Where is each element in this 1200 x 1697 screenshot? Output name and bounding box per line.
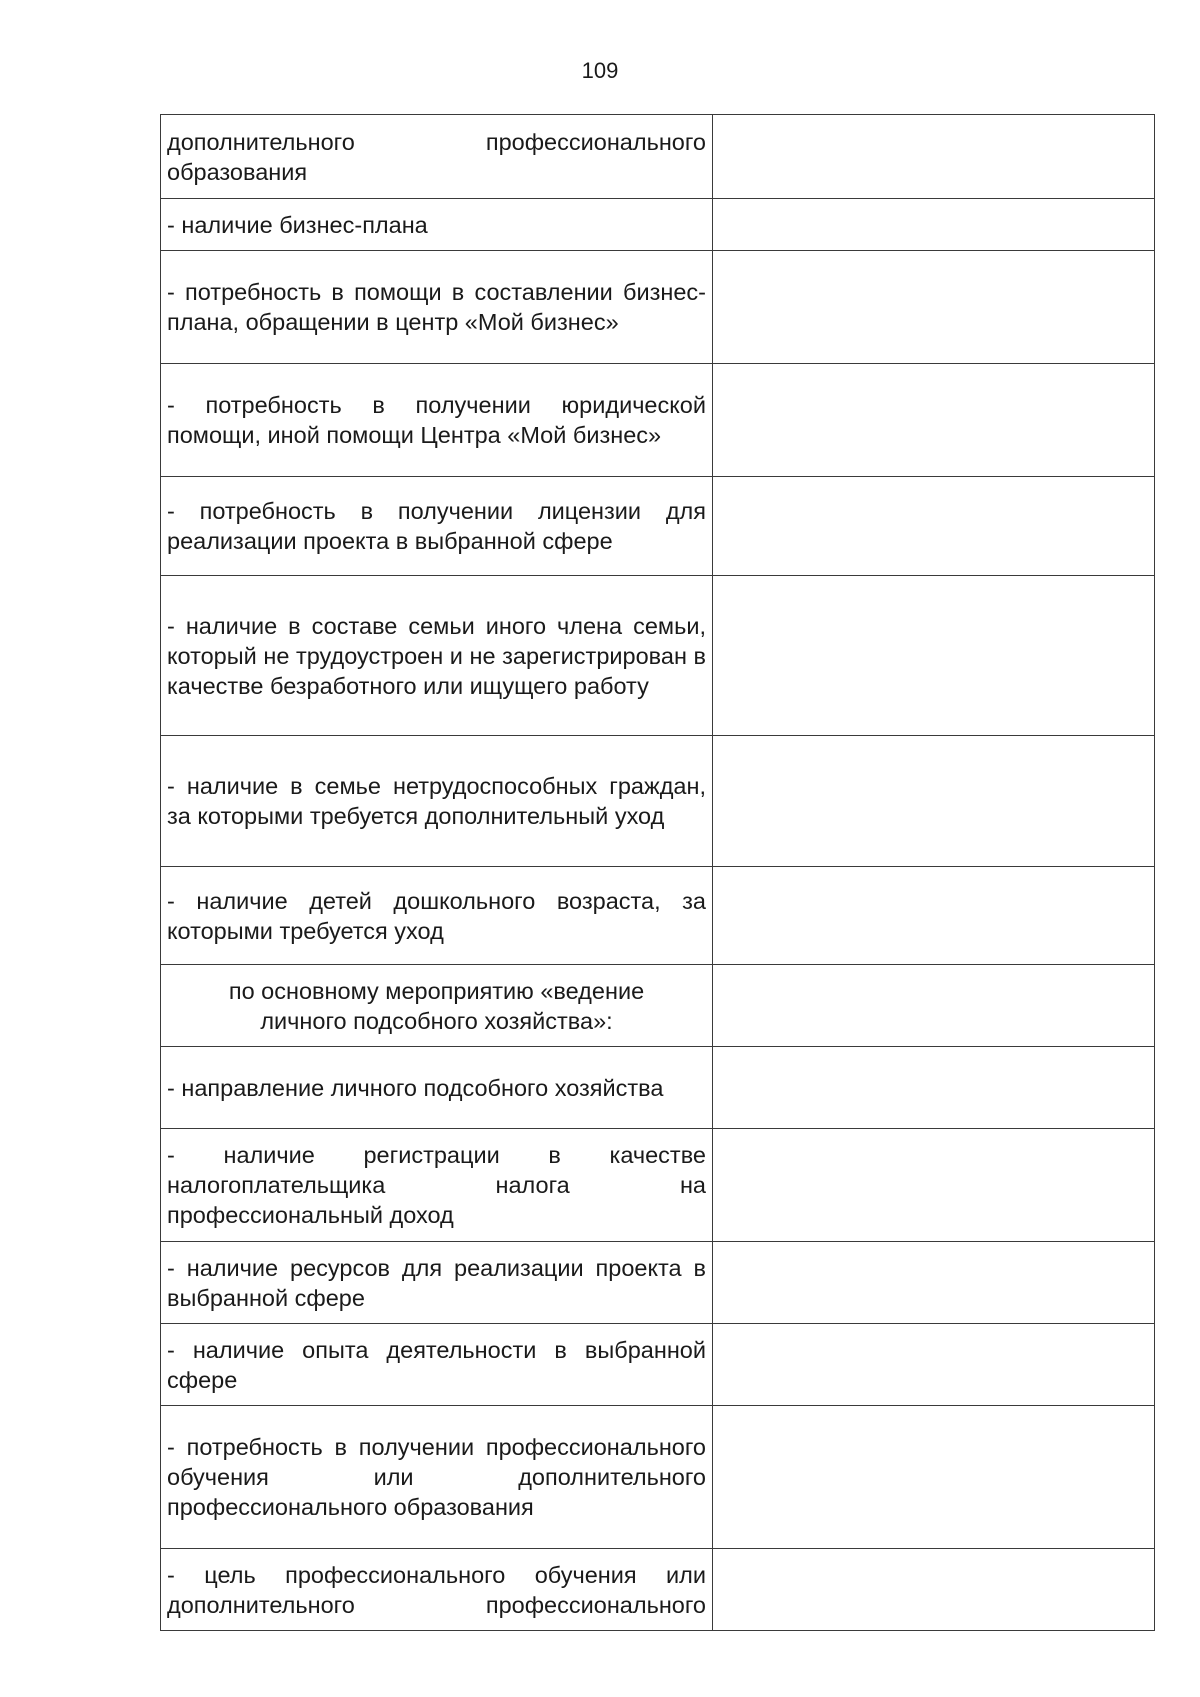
row-label: - потребность в получении юридической помощи, иной помощи Центра «Мой бизнес» xyxy=(167,392,706,448)
row-value-cell xyxy=(713,965,1155,1047)
row-label: - наличие опыта деятельности в выбранной сфере xyxy=(167,1336,706,1393)
row-label-cell xyxy=(161,1129,713,1242)
row-label-cell xyxy=(161,1324,713,1406)
row-label-cell xyxy=(161,736,713,867)
row-label-cell xyxy=(161,1406,713,1549)
table-row xyxy=(161,1406,1155,1549)
row-label: - цель профессионального обучения или дополнительного профессионального xyxy=(167,1561,706,1618)
table-row xyxy=(161,736,1155,867)
row-label-cell xyxy=(161,867,713,965)
row-label: дополнительного профессионального образования xyxy=(167,128,706,185)
row-value-cell xyxy=(713,1242,1155,1324)
table-row xyxy=(161,251,1155,364)
row-label-cell xyxy=(161,1549,713,1631)
row-value-cell xyxy=(713,1324,1155,1406)
row-label-cell xyxy=(161,477,713,576)
row-label: - наличие детей дошкольного возраста, за которыми требуется уход xyxy=(167,887,706,944)
row-value-cell xyxy=(713,199,1155,251)
row-value-cell xyxy=(713,1406,1155,1549)
table-row xyxy=(161,1324,1155,1406)
row-label-cell xyxy=(161,1242,713,1324)
table-row xyxy=(161,576,1155,736)
row-value-cell xyxy=(713,251,1155,364)
section-heading: по основному мероприятию «ведение личного подсобного хозяйства»: xyxy=(228,977,645,1034)
table-row xyxy=(161,364,1155,477)
row-label: - потребность в получении профессионального обучения или дополнительного профессионального образования xyxy=(167,1434,706,1520)
table-row xyxy=(161,867,1155,965)
row-value-cell xyxy=(713,867,1155,965)
table-row xyxy=(161,1549,1155,1631)
row-label: - направление личного подсобного хозяйства xyxy=(167,1074,664,1101)
row-label: - наличие ресурсов для реализации проекта в выбранной сфере xyxy=(167,1254,706,1311)
row-label: - наличие бизнес-плана xyxy=(167,211,428,238)
row-label-cell xyxy=(161,115,713,199)
table-row xyxy=(161,1242,1155,1324)
row-value-cell xyxy=(713,1047,1155,1129)
row-value-cell xyxy=(713,364,1155,477)
table-row xyxy=(161,477,1155,576)
row-value-cell xyxy=(713,736,1155,867)
table-row xyxy=(161,1047,1155,1129)
row-value-cell xyxy=(713,115,1155,199)
table-row xyxy=(161,1129,1155,1242)
page-number: 109 xyxy=(581,58,619,83)
row-label: - потребность в помощи в составлении бизнес-плана, обращении в центр «Мой бизнес» xyxy=(167,279,706,335)
row-label: - наличие в семье нетрудоспособных граждан, за которыми требуется дополнительный уход xyxy=(167,773,706,829)
table-row xyxy=(161,199,1155,251)
row-label-cell xyxy=(161,576,713,736)
row-value-cell xyxy=(713,1129,1155,1242)
row-label-cell xyxy=(161,199,713,251)
row-label: - наличие регистрации в качестве налогоплательщика налога на профессиональный доход xyxy=(167,1142,706,1228)
row-label-cell xyxy=(161,364,713,477)
row-value-cell xyxy=(713,477,1155,576)
table-row xyxy=(161,965,1155,1047)
row-label: - наличие в составе семьи иного члена семьи, который не трудоустроен и не зарегистрирован в качестве безработного или ищущего работу xyxy=(167,612,706,699)
row-label-cell xyxy=(161,251,713,364)
row-value-cell xyxy=(713,1549,1155,1631)
table-row xyxy=(161,115,1155,199)
questionnaire-table xyxy=(160,114,1155,1631)
row-label-cell xyxy=(161,965,713,1047)
row-label-cell xyxy=(161,1047,713,1129)
row-value-cell xyxy=(713,576,1155,736)
row-label: - потребность в получении лицензии для реализации проекта в выбранной сфере xyxy=(167,498,706,554)
